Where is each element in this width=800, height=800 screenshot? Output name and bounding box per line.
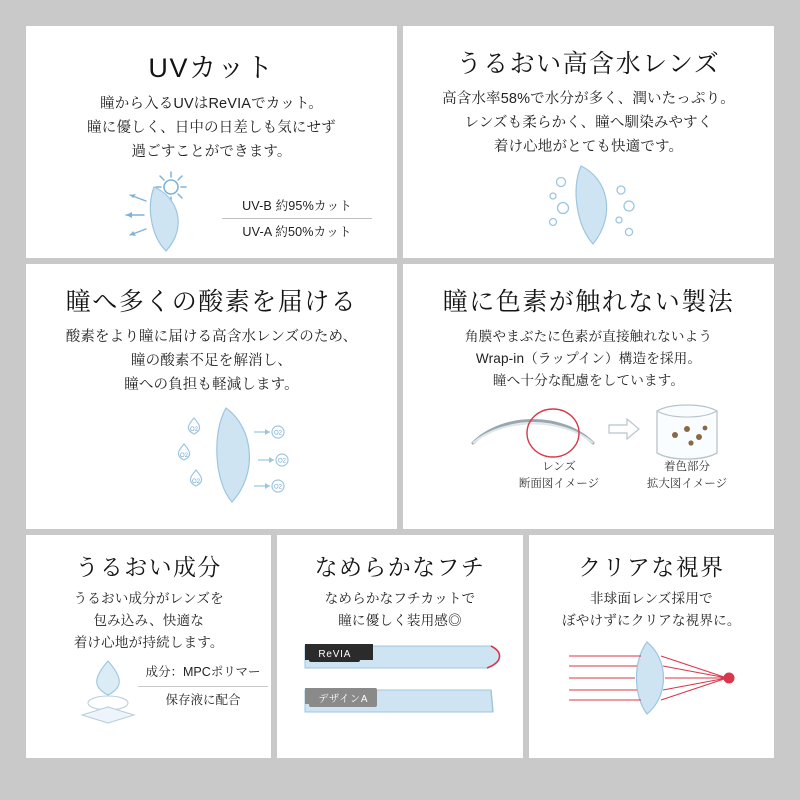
svg-text:O2: O2 bbox=[179, 452, 189, 459]
body-line: 瞳の酸素不足を解消し、 bbox=[130, 352, 293, 369]
caption-line: 拡大図イメージ bbox=[646, 477, 728, 490]
uv-figure bbox=[26, 165, 397, 258]
svg-text:O2: O2 bbox=[189, 426, 199, 433]
card-body bbox=[26, 588, 271, 653]
feature-row-1 bbox=[26, 26, 774, 258]
feature-row-3 bbox=[26, 535, 774, 758]
body-line: 酸素をより瞳に届ける高含水レンズのため、 bbox=[65, 329, 358, 345]
card-title: UVカット bbox=[148, 53, 275, 83]
label-design-a bbox=[309, 688, 377, 707]
body-line: 包み込み、快適な bbox=[93, 612, 204, 628]
uv-labels bbox=[222, 193, 372, 244]
feature-row-2 bbox=[26, 264, 774, 529]
card-title: うるおい成分 bbox=[75, 554, 222, 580]
body-line: 瞳に優しく、日中の日差しも気にせず bbox=[87, 119, 336, 136]
card-moisture-ingredient bbox=[26, 535, 271, 758]
wrapin-figure bbox=[403, 391, 774, 491]
solution-label: 保存液に配合 bbox=[165, 692, 241, 707]
body-line: 着け心地が持続します。 bbox=[73, 634, 224, 650]
card-title: 瞳に色素が触れない製法 bbox=[442, 288, 735, 316]
body-line: レンズも柔らかく、瞳へ馴染みやすく bbox=[464, 114, 713, 131]
body-line: ぼやけずにクリアな視界に。 bbox=[562, 612, 741, 628]
svg-text:O2: O2 bbox=[277, 458, 287, 465]
revia-pill-label: ReVIA bbox=[309, 647, 360, 662]
card-smooth-edge bbox=[277, 535, 522, 758]
water-figure bbox=[403, 160, 774, 256]
caption-line: 断面図イメージ bbox=[518, 477, 600, 490]
moisture-figure bbox=[26, 653, 271, 737]
caption-line: レンズ bbox=[542, 461, 576, 474]
svg-text:O2: O2 bbox=[273, 484, 283, 491]
label-revia bbox=[309, 644, 360, 662]
caption-line: 着色部分 bbox=[664, 461, 710, 474]
body-line: Wrap-in（ラップイン）構造を採用。 bbox=[475, 350, 702, 366]
card-title: うるおい高含水レンズ bbox=[456, 50, 721, 78]
body-line: 非球面レンズ採用で bbox=[589, 591, 713, 606]
caption-lens bbox=[499, 459, 619, 492]
design-a-pill-label: デザインA bbox=[309, 688, 377, 707]
card-wrap-in-pigment bbox=[403, 264, 774, 529]
card-body bbox=[26, 326, 397, 398]
card-body bbox=[529, 588, 774, 632]
body-line: なめらかなフチカットで bbox=[324, 591, 476, 606]
body-line: 過ごすことができます。 bbox=[131, 143, 292, 160]
uv-a-label: UV-A 約50%カット bbox=[242, 224, 352, 239]
card-title: なめらかなフチ bbox=[314, 554, 486, 580]
card-title: クリアな視界 bbox=[578, 554, 725, 580]
card-uv-cut bbox=[26, 26, 397, 258]
lens-with-bubbles-icon bbox=[403, 160, 774, 256]
svg-text:O2: O2 bbox=[273, 430, 283, 437]
caption-pigment bbox=[627, 459, 747, 492]
card-clear-vision bbox=[529, 535, 774, 758]
card-title: 瞳へ多くの酸素を届ける bbox=[65, 288, 358, 316]
body-line: 瞳に優しく装用感◎ bbox=[338, 612, 462, 628]
card-body bbox=[403, 88, 774, 160]
card-body bbox=[26, 93, 397, 165]
body-line: 着け心地がとても快適です。 bbox=[493, 138, 684, 155]
oxygen-flow-lens-icon bbox=[26, 398, 397, 518]
oxygen-figure bbox=[26, 398, 397, 518]
ingredient-label: 成分：MPCポリマー bbox=[138, 663, 268, 686]
body-line: 高含水率58%で水分が多く、潤いたっぷり。 bbox=[442, 91, 735, 107]
svg-text:O2: O2 bbox=[191, 478, 201, 485]
body-line: うるおい成分がレンズを bbox=[73, 591, 224, 606]
body-line: 角膜やまぶたに色素が直接触れないよう bbox=[464, 329, 713, 344]
body-line: 瞳へ十分な配慮をしています。 bbox=[492, 372, 685, 388]
edge-figure bbox=[277, 632, 522, 724]
body-line: 瞳への負担も軽減します。 bbox=[124, 376, 299, 393]
aspheric-focus-icon bbox=[529, 632, 774, 724]
card-body bbox=[277, 588, 522, 632]
card-high-water-lens bbox=[403, 26, 774, 258]
moisture-labels bbox=[138, 663, 268, 710]
card-body bbox=[403, 326, 774, 391]
card-oxygen-delivery bbox=[26, 264, 397, 529]
body-line: 瞳から入るUVはReVIAでカット。 bbox=[100, 96, 323, 112]
clear-vision-figure bbox=[529, 632, 774, 724]
uv-b-label: UV-B 約95%カット bbox=[222, 193, 372, 219]
